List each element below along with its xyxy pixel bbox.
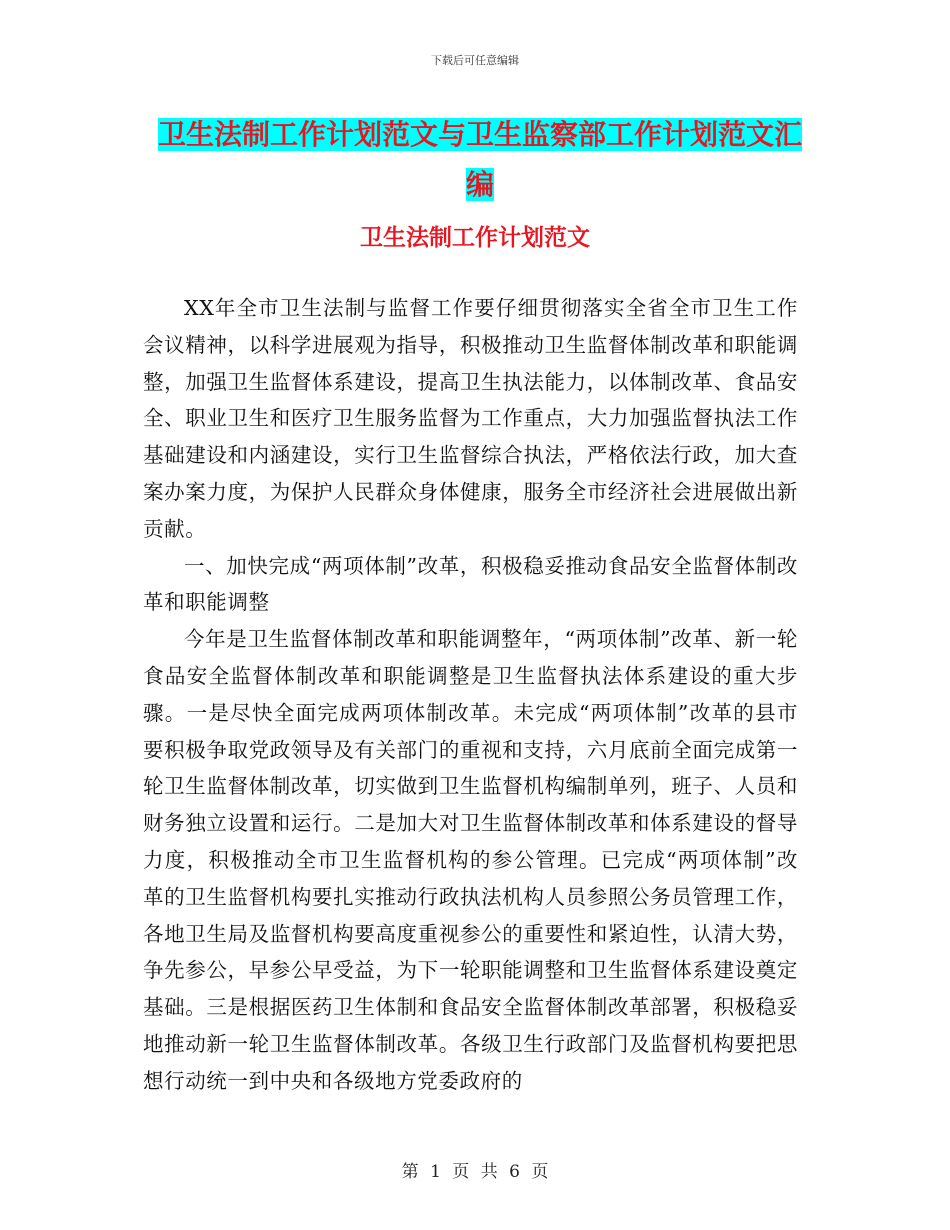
document-title-line1: 卫生法制工作计划范文与卫生监察部工作计划范文汇 <box>157 118 802 151</box>
paragraph-body-1: 今年是卫生监督体制改革和职能调整年，“两项体制”改革、新一轮食品安全监督体制改革和职能调整是卫生监督执法体系建设的重大步骤。一是尽快全面完成两项体制改革。未完成“两项体制”改革的县市要积极争取党政领导及有关部门的重视和支持，六月底前全面完成第一轮卫生监督体制改革，切实做到卫生监督机构编制单列，班子、人员和财务独立设置和运行。二是加大对卫生监督体制改革和体系建设的督导力度，积极推动全市卫生监督机构的参公管理。已完成“两项体制”改革的卫生监督机构要扎实推动行政执法机构人员参照公务员管理工作，各地卫生局及监督机构要高度重视参公的重要性和紧迫性，认清大势，争先参公，早参公早受益，为下一轮职能调整和卫生监督体系建设奠定基础。三是根据医药卫生体制和食品安全监督体制改革部署，积极稳妥地推动新一轮卫生监督体制改革。各级卫生行政部门及监督机构要把思想行动统一到中央和各级地方党委政府的 <box>143 627 798 1093</box>
document-body <box>143 290 798 1100</box>
document-title <box>150 110 810 210</box>
section-title: 卫生法制工作计划范文 <box>360 225 590 251</box>
paragraph-intro: XX年全市卫生法制与监督工作要仔细贯彻落实全省全市卫生工作会议精神，以科学进展观为指导，积极推动卫生监督体制改革和职能调整，加强卫生监督体系建设，提高卫生执法能力，以体制改革、食品安全、职业卫生和医疗卫生服务监督为工作重点，大力加强监督执法工作基础建设和内涵建设，实行卫生监督综合执法，严格依法行政，加大查案办案力度，为保护人民群众身体健康，服务全市经济社会进展做出新贡献。 <box>143 296 798 541</box>
paragraph-heading-1: 一、加快完成“两项体制”改革，积极稳妥推动食品安全监督体制改革和职能调整 <box>143 553 798 615</box>
page-footer: 第 1 页 共 6 页 <box>401 1162 549 1182</box>
header-note: 下载后可任意编辑 <box>431 54 519 67</box>
document-title-line2: 编 <box>465 168 494 201</box>
